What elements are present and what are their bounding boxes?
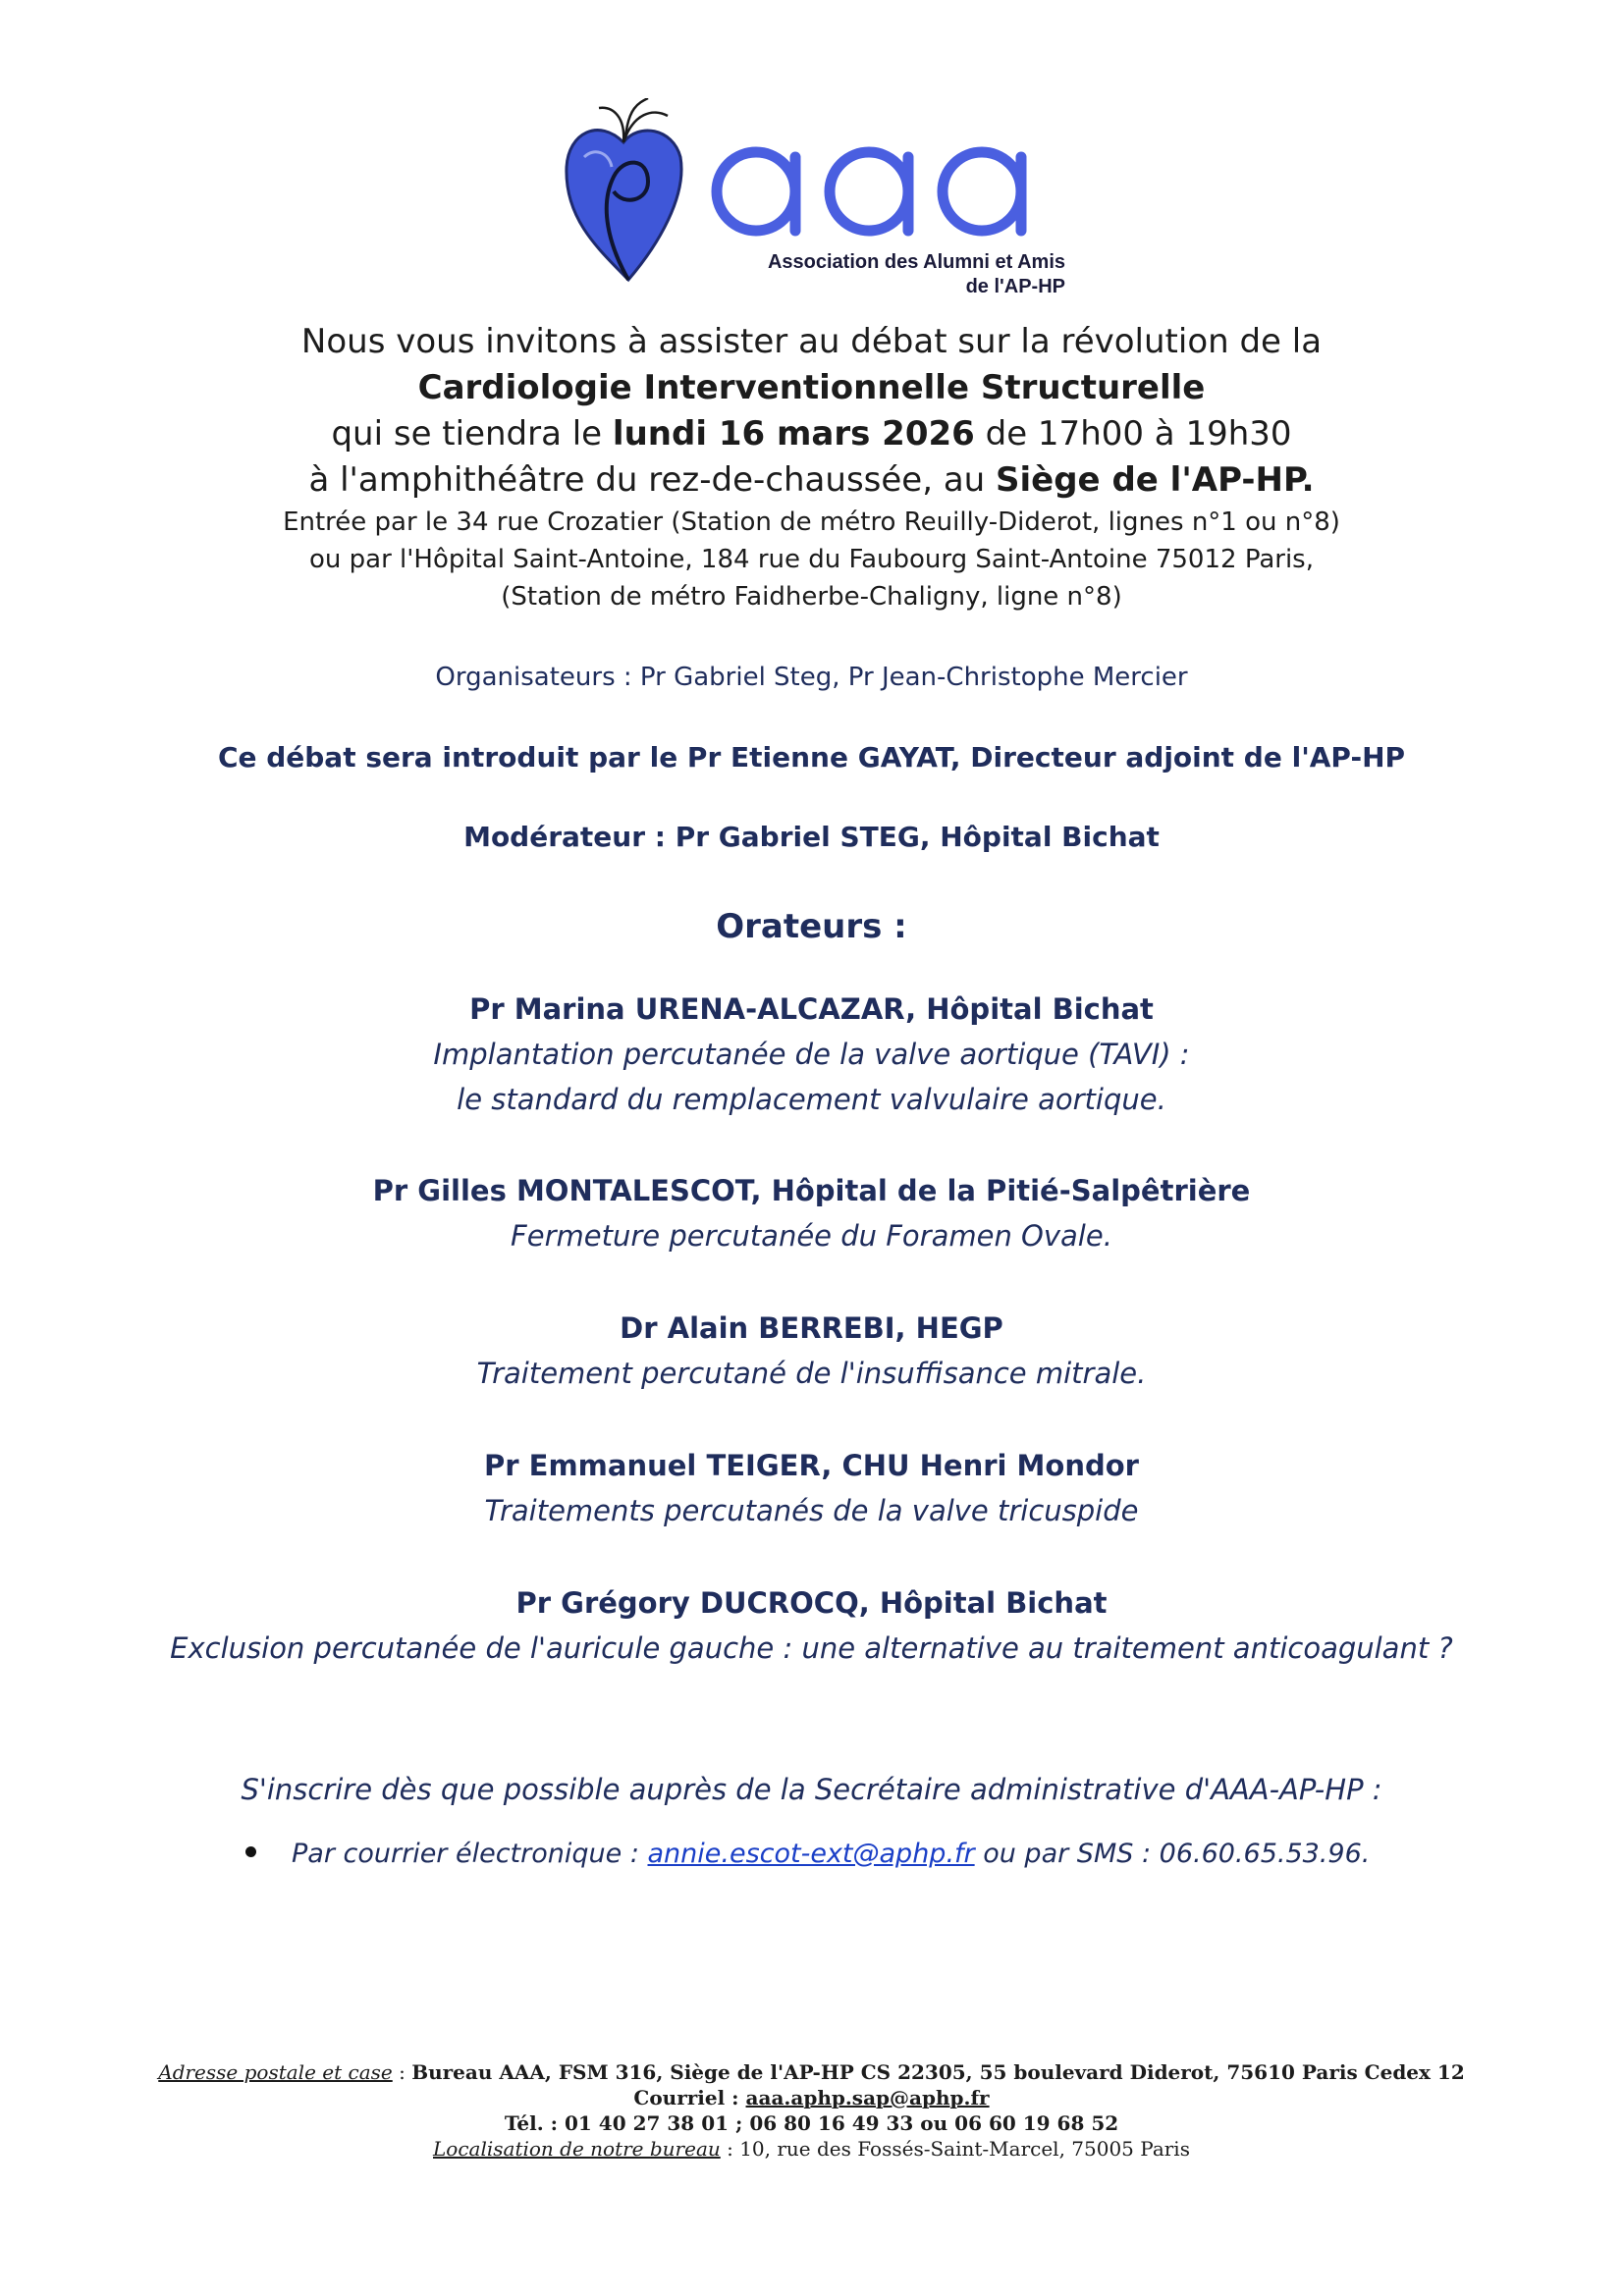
invite-line-4 bbox=[0, 457, 1623, 504]
footer bbox=[0, 2059, 1623, 2162]
moderator-line: Modérateur : Pr Gabriel STEG, Hôpital Bichat bbox=[463, 821, 1160, 853]
speaker-name: Pr Emmanuel TEIGER, CHU Henri Mondor bbox=[484, 1449, 1139, 1482]
footer-location-label: Localisation de notre bureau bbox=[433, 2137, 721, 2161]
speaker-name: Pr Marina URENA-ALCAZAR, Hôpital Bichat bbox=[469, 992, 1154, 1026]
registration-bullet bbox=[245, 1839, 1370, 1869]
speaker-name: Dr Alain BERREBI, HEGP bbox=[620, 1311, 1003, 1345]
speaker-2 bbox=[0, 1168, 1623, 1258]
speaker-4 bbox=[0, 1443, 1623, 1533]
speaker-3 bbox=[0, 1306, 1623, 1396]
logo-caption-line2: de l'AP-HP bbox=[965, 276, 1065, 297]
speaker-topic: Traitement percutané de l'insuffisance mitrale. bbox=[476, 1357, 1147, 1390]
speaker-topic: Traitements percutanés de la valve tricuspide bbox=[484, 1494, 1139, 1527]
speaker-name: Pr Gilles MONTALESCOT, Hôpital de la Pitié-Salpêtrière bbox=[372, 1174, 1251, 1207]
speaker-topic: le standard du remplacement valvulaire aortique. bbox=[457, 1083, 1166, 1116]
registration-email-link[interactable]: annie.escot-ext@aphp.fr bbox=[647, 1839, 975, 1869]
footer-address bbox=[0, 2059, 1623, 2085]
invite-line-3-post: de 17h00 à 19h30 bbox=[974, 414, 1292, 454]
event-title: Cardiologie Interventionnelle Structurelle bbox=[417, 368, 1206, 407]
invite-line-4-pre: à l'amphithéâtre du rez-de-chaussée, au bbox=[308, 460, 997, 500]
footer-email-label: Courriel : bbox=[633, 2086, 746, 2109]
footer-address-sep: : bbox=[392, 2060, 412, 2084]
footer-location-value: : 10, rue des Fossés-Saint-Marcel, 75005 Paris bbox=[720, 2137, 1190, 2161]
intro-line: Ce débat sera introduit par le Pr Etienne GAYAT, Directeur adjoint de l'AP-HP bbox=[217, 741, 1406, 774]
invite-line-3 bbox=[0, 411, 1623, 457]
footer-address-label: Adresse postale et case bbox=[158, 2060, 393, 2084]
invitation-block bbox=[0, 319, 1623, 615]
speaker-5 bbox=[0, 1580, 1623, 1671]
bullet-icon bbox=[245, 1846, 256, 1857]
speaker-topic: Implantation percutanée de la valve aortique (TAVI) : bbox=[433, 1038, 1190, 1071]
speaker-1 bbox=[0, 987, 1623, 1122]
footer-email-link[interactable]: aaa.aphp.sap@aphp.fr bbox=[745, 2086, 990, 2109]
invite-line-1: Nous vous invitons à assister au débat sur la révolution de la bbox=[300, 322, 1323, 361]
event-date: lundi 16 mars 2026 bbox=[612, 414, 975, 454]
logo-caption-line1: Association des Alumni et Amis bbox=[767, 251, 1065, 273]
footer-email bbox=[0, 2085, 1623, 2110]
speaker-topic: Exclusion percutanée de l'auricule gauche : une alternative au traitement anticoagulant ? bbox=[170, 1631, 1453, 1665]
registration-text: S'inscrire dès que possible auprès de la Secrétaire administrative d'AAA-AP-HP : bbox=[241, 1773, 1382, 1806]
aaa-logo bbox=[555, 98, 1085, 297]
footer-address-value: Bureau AAA, FSM 316, Siège de l'AP-HP CS 22305, 55 boulevard Diderot, 75610 Paris Cedex 12 bbox=[411, 2060, 1465, 2084]
invite-line-2 bbox=[0, 365, 1623, 411]
directions-line-3: (Station de métro Faidherbe-Chaligny, ligne n°8) bbox=[501, 582, 1122, 612]
registration-bullet-pre: Par courrier électronique : bbox=[292, 1839, 648, 1869]
directions-line-1: Entrée par le 34 rue Crozatier (Station de métro Reuilly-Diderot, lignes n°1 ou n°8) bbox=[283, 507, 1340, 537]
speakers-heading: Orateurs : bbox=[716, 907, 907, 946]
registration-bullet-post: ou par SMS : 06.60.65.53.96. bbox=[974, 1839, 1371, 1869]
logo-caption bbox=[722, 250, 1065, 299]
speaker-name: Pr Grégory DUCROCQ, Hôpital Bichat bbox=[515, 1586, 1108, 1620]
event-venue: Siège de l'AP-HP. bbox=[996, 460, 1315, 500]
invite-line-3-pre: qui se tiendra le bbox=[331, 414, 613, 454]
footer-phone-value: Tél. : 01 40 27 38 01 ; 06 80 16 49 33 ou 06 60 19 68 52 bbox=[504, 2111, 1119, 2135]
footer-location bbox=[0, 2136, 1623, 2162]
footer-phone bbox=[0, 2110, 1623, 2136]
organizers: Organisateurs : Pr Gabriel Steg, Pr Jean-Christophe Mercier bbox=[435, 663, 1188, 692]
speaker-topic: Fermeture percutanée du Foramen Ovale. bbox=[511, 1219, 1112, 1253]
directions-line-2: ou par l'Hôpital Saint-Antoine, 184 rue du Faubourg Saint-Antoine 75012 Paris, bbox=[308, 545, 1314, 574]
